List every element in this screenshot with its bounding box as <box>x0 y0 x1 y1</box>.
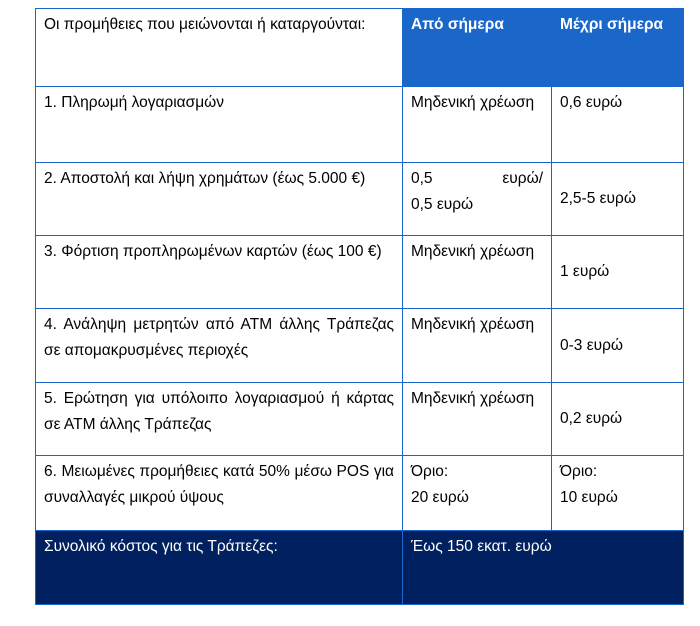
table-row <box>36 383 684 456</box>
fee-from-today-line2: 0,5 ευρώ <box>411 196 474 213</box>
fee-until-today: 0,2 ευρώ <box>552 383 684 456</box>
fee-from-today: Μηδενική χρέωση <box>403 87 552 163</box>
fee-until-today: 1 ευρώ <box>552 236 684 309</box>
fee-description: 2. Αποστολή και λήψη χρημάτων (έως 5.000 €) <box>36 163 403 236</box>
fee-until-today <box>552 456 684 531</box>
fee-description: 3. Φόρτιση προπληρωμένων καρτών (έως 100 €) <box>36 236 403 309</box>
fee-description: 5. Ερώτηση για υπόλοιπο λογαριασμού ή κάρτας σε ΑΤΜ άλλης Τράπεζας <box>36 383 403 456</box>
fee-from-today-line1: Όριο: <box>411 463 449 480</box>
fee-from-today: Μηδενική χρέωση <box>403 383 552 456</box>
table-row <box>36 236 684 309</box>
fee-from-today <box>403 163 552 236</box>
total-label: Συνολικό κόστος για τις Τράπεζες: <box>36 531 403 605</box>
fee-until-today-line2: 10 ευρώ <box>560 489 618 506</box>
fee-until-today: 2,5-5 ευρώ <box>552 163 684 236</box>
header-until-today-cell: Μέχρι σήμερα <box>552 9 684 87</box>
fee-until-today: 0-3 ευρώ <box>552 309 684 383</box>
table-row <box>36 163 684 236</box>
total-value: Έως 150 εκατ. ευρώ <box>403 531 684 605</box>
header-fees-cell: Οι προμήθειες που μειώνονται ή καταργούνται: <box>36 9 403 87</box>
total-row <box>36 531 684 605</box>
fee-until-today-line1: Όριο: <box>560 463 598 480</box>
fee-description: 1. Πληρωμή λογαριασμών <box>36 87 403 163</box>
fee-from-today <box>403 456 552 531</box>
fee-until-today: 0,6 ευρώ <box>552 87 684 163</box>
fee-from-today-line1: 0,5 ευρώ/ <box>411 170 543 187</box>
table-row <box>36 309 684 383</box>
fee-description: 4. Ανάληψη μετρητών από ΑΤΜ άλλης Τράπεζας σε απομακρυσμένες περιοχές <box>36 309 403 383</box>
table-row <box>36 456 684 531</box>
fees-table <box>35 8 684 605</box>
header-from-today-cell: Από σήμερα <box>403 9 552 87</box>
fee-from-today-line2: 20 ευρώ <box>411 489 469 506</box>
fee-description: 6. Μειωμένες προμήθειες κατά 50% μέσω POS για συναλλαγές μικρού ύψους <box>36 456 403 531</box>
fee-from-today: Μηδενική χρέωση <box>403 309 552 383</box>
fee-from-today: Μηδενική χρέωση <box>403 236 552 309</box>
table-row <box>36 87 684 163</box>
header-row <box>36 9 684 87</box>
